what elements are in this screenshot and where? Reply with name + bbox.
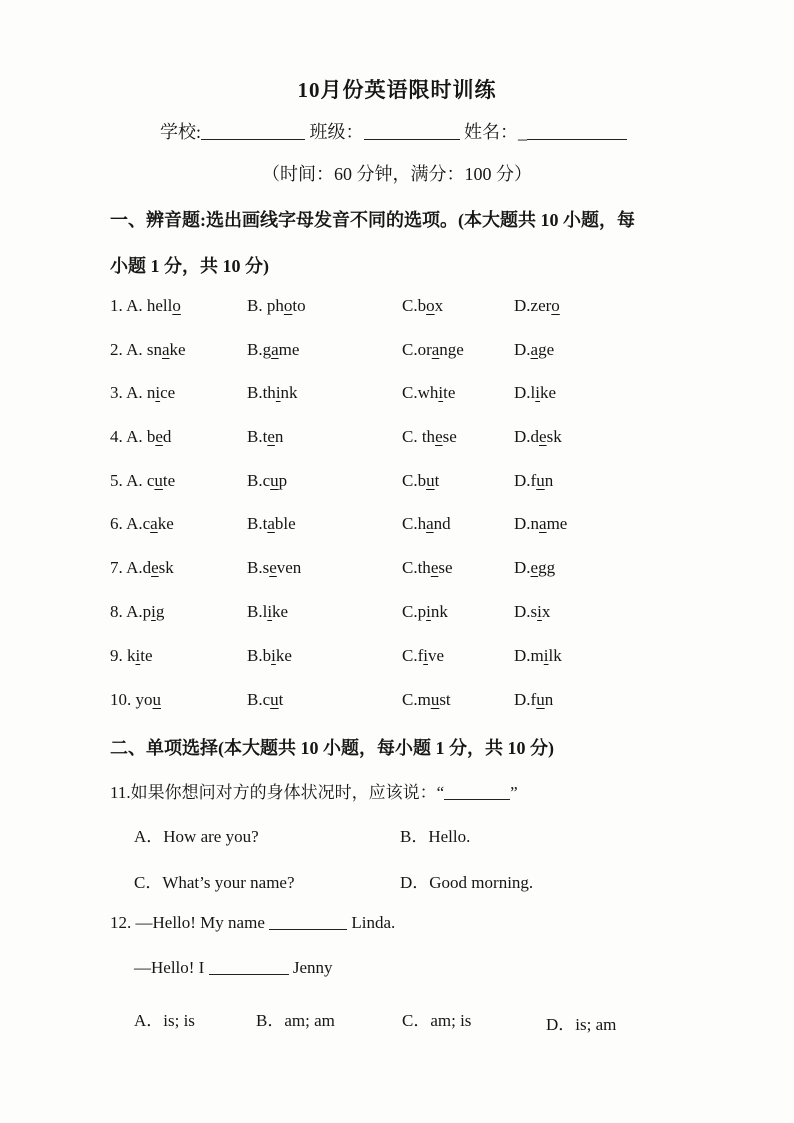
q2-option-c[interactable] bbox=[402, 340, 464, 360]
question-11-option-b[interactable]: B．Hello. bbox=[400, 827, 471, 846]
q9-option-b-underlined-letter: i bbox=[271, 646, 276, 665]
student-info-line bbox=[160, 118, 627, 144]
question-11-option-d[interactable]: D．Good morning. bbox=[400, 873, 534, 892]
question-11-text: 11.如果你想问对方的身体状况时，应该说：“ bbox=[110, 783, 445, 802]
q6-option-c-suffix: nd bbox=[433, 514, 451, 533]
q5-option-b-suffix: p bbox=[278, 471, 288, 490]
q6-option-d-suffix: me bbox=[546, 514, 568, 533]
q2-option-b-suffix: me bbox=[278, 340, 300, 359]
q7-number: 7. bbox=[110, 558, 127, 577]
q7-option-b[interactable] bbox=[247, 558, 301, 578]
q6-option-d-underlined-letter: a bbox=[539, 514, 547, 533]
q6-option-a-underlined-letter: a bbox=[150, 514, 158, 533]
q3-option-a-underlined-letter: i bbox=[155, 383, 161, 402]
question-12-option-b[interactable]: B．am; am bbox=[256, 1011, 335, 1030]
q7-option-c-underlined-letter: e bbox=[430, 558, 439, 577]
q2-option-a-suffix: ke bbox=[169, 340, 186, 359]
q5-option-b-underlined-letter: u bbox=[270, 471, 279, 490]
q6-option-d[interactable] bbox=[514, 514, 567, 534]
question-11-option-c[interactable]: C．What’s your name? bbox=[134, 873, 295, 892]
q5-option-d-suffix: n bbox=[544, 471, 554, 490]
q9-option-d-underlined-letter: i bbox=[543, 646, 549, 665]
q5-option-c-suffix: t bbox=[434, 471, 440, 490]
q7-option-c[interactable] bbox=[402, 558, 453, 578]
q10-option-b-underlined-letter: u bbox=[270, 690, 279, 709]
q5-option-b-prefix: B.c bbox=[247, 471, 271, 490]
q9-option-a-underlined-letter: i bbox=[135, 646, 141, 665]
q4-option-b[interactable] bbox=[247, 427, 283, 447]
q7-option-b-underlined-letter: e bbox=[269, 558, 277, 577]
name-prefix: _ bbox=[518, 122, 528, 142]
question-11-option-a[interactable]: A．How are you? bbox=[134, 827, 259, 846]
q3-option-a[interactable] bbox=[110, 383, 175, 403]
q5-option-b[interactable] bbox=[247, 471, 287, 491]
q4-option-d-suffix: sk bbox=[546, 427, 562, 446]
time-note: （时间：60 分钟，满分：100 分） bbox=[262, 164, 532, 184]
q7-option-d[interactable] bbox=[514, 558, 555, 578]
q4-option-c-prefix: C. th bbox=[402, 427, 436, 446]
q5-option-d-underlined-letter: u bbox=[536, 471, 545, 490]
q3-option-b-underlined-letter: i bbox=[275, 383, 281, 402]
q10-option-a-prefix: yo bbox=[135, 690, 153, 709]
q3-option-a-suffix: ce bbox=[160, 383, 176, 402]
q3-option-b-suffix: nk bbox=[280, 383, 298, 402]
q7-option-a[interactable] bbox=[110, 558, 174, 578]
q6-option-c-underlined-letter: a bbox=[426, 514, 434, 533]
q10-option-a-underlined-letter: u bbox=[152, 690, 161, 709]
q8-option-c-prefix: C.p bbox=[402, 602, 427, 621]
question-12-line1-end: Linda. bbox=[347, 913, 396, 932]
q2-option-b[interactable] bbox=[247, 340, 299, 360]
q7-option-b-prefix: B.s bbox=[247, 558, 270, 577]
q4-option-a[interactable] bbox=[110, 427, 171, 447]
q5-option-c-prefix: C.b bbox=[402, 471, 427, 490]
q7-option-a-prefix: A.d bbox=[126, 558, 152, 577]
q10-option-c[interactable] bbox=[402, 690, 451, 710]
q10-option-c-underlined-letter: u bbox=[430, 690, 440, 709]
q8-option-d-prefix: D.s bbox=[514, 602, 538, 621]
q10-option-d-underlined-letter: u bbox=[536, 690, 545, 709]
q10-option-d[interactable] bbox=[514, 690, 553, 710]
q8-option-d-underlined-letter: i bbox=[537, 602, 542, 621]
q1-option-a-prefix: A. hell bbox=[126, 296, 173, 315]
q5-option-c[interactable] bbox=[402, 471, 439, 491]
q1-option-b-prefix: B. ph bbox=[247, 296, 284, 315]
q5-option-a-suffix: te bbox=[162, 471, 176, 490]
q3-option-d-suffix: ke bbox=[539, 383, 557, 402]
question-12-blank-1[interactable] bbox=[269, 913, 347, 930]
question-12-line2-end: Jenny bbox=[288, 958, 333, 977]
question-12-option-a[interactable]: A．is; is bbox=[134, 1011, 195, 1030]
q2-option-b-prefix: B.g bbox=[247, 340, 272, 359]
q6-number: 6. bbox=[110, 514, 127, 533]
q3-option-c-underlined-letter: i bbox=[438, 383, 444, 402]
q7-option-a-suffix: sk bbox=[158, 558, 174, 577]
q6-option-d-prefix: D.n bbox=[514, 514, 540, 533]
q2-number: 2. bbox=[110, 340, 127, 359]
q1-option-a[interactable] bbox=[110, 296, 181, 316]
q3-option-c-suffix: te bbox=[443, 383, 456, 402]
q7-option-d-suffix: gg bbox=[538, 558, 556, 577]
q1-option-b-suffix: to bbox=[292, 296, 306, 315]
q9-option-b[interactable] bbox=[247, 646, 292, 666]
q1-option-a-underlined-letter: o bbox=[172, 296, 181, 315]
q2-option-a-underlined-letter: a bbox=[161, 340, 170, 359]
q9-option-c-suffix: ve bbox=[427, 646, 445, 665]
q4-option-b-prefix: B.t bbox=[247, 427, 268, 446]
q4-option-a-suffix: d bbox=[162, 427, 172, 446]
q2-option-d-suffix: ge bbox=[538, 340, 555, 359]
q7-option-d-underlined-letter: e bbox=[530, 558, 539, 577]
q2-option-d-prefix: D. bbox=[514, 340, 531, 359]
q3-number: 3. bbox=[110, 383, 127, 402]
q10-option-d-prefix: D.f bbox=[514, 690, 537, 709]
q5-option-a[interactable] bbox=[110, 471, 175, 491]
q8-option-a-prefix: A.p bbox=[126, 602, 152, 621]
q1-option-b-underlined-letter: o bbox=[283, 296, 293, 315]
q3-option-c[interactable] bbox=[402, 383, 455, 403]
q10-option-d-suffix: n bbox=[544, 690, 554, 709]
class-label: 班级： bbox=[309, 122, 364, 142]
q4-option-d-underlined-letter: e bbox=[539, 427, 547, 446]
q9-option-d[interactable] bbox=[514, 646, 562, 666]
q8-option-c[interactable] bbox=[402, 602, 448, 622]
question-12-blank-2[interactable] bbox=[209, 958, 289, 975]
question-12-option-c[interactable]: C．am; is bbox=[402, 1011, 472, 1030]
q8-option-b-suffix: ke bbox=[272, 602, 289, 621]
q1-option-c-prefix: C.b bbox=[402, 296, 427, 315]
section2-heading: 二、单项选择(本大题共 10 小题，每小题 1 分，共 10 分) bbox=[110, 738, 554, 758]
q1-option-c[interactable] bbox=[402, 296, 443, 316]
q9-option-c[interactable] bbox=[402, 646, 444, 666]
q2-option-d[interactable] bbox=[514, 340, 554, 360]
q9-option-a[interactable] bbox=[110, 646, 153, 666]
q10-option-c-prefix: C.m bbox=[402, 690, 431, 709]
q7-option-d-prefix: D. bbox=[514, 558, 531, 577]
question-12-line1 bbox=[110, 913, 395, 933]
q9-option-a-prefix: k bbox=[127, 646, 136, 665]
question-12-option-d[interactable]: D．is; am bbox=[546, 1015, 617, 1034]
q8-option-a[interactable] bbox=[110, 602, 164, 622]
q8-option-d[interactable] bbox=[514, 602, 550, 622]
q4-option-a-underlined-letter: e bbox=[155, 427, 163, 446]
q8-option-c-underlined-letter: i bbox=[426, 602, 431, 621]
q3-option-c-prefix: C.wh bbox=[402, 383, 439, 402]
q5-option-d[interactable] bbox=[514, 471, 553, 491]
q3-option-b-prefix: B.th bbox=[247, 383, 276, 402]
q8-option-b[interactable] bbox=[247, 602, 288, 622]
q8-option-c-suffix: nk bbox=[430, 602, 448, 621]
q9-option-c-underlined-letter: i bbox=[423, 646, 428, 665]
q4-option-d-prefix: D.d bbox=[514, 427, 540, 446]
q1-option-d[interactable] bbox=[514, 296, 560, 316]
school-label: 学校: bbox=[160, 122, 202, 142]
question-12-line2-text: —Hello! I bbox=[134, 958, 209, 977]
q2-option-c-underlined-letter: a bbox=[431, 340, 440, 359]
q3-option-d-prefix: D.l bbox=[514, 383, 536, 402]
q4-option-c[interactable] bbox=[402, 427, 457, 447]
q10-option-b-prefix: B.c bbox=[247, 690, 271, 709]
q9-number: 9. bbox=[110, 646, 127, 665]
q5-number: 5. bbox=[110, 471, 127, 490]
q4-option-b-underlined-letter: e bbox=[267, 427, 275, 446]
q8-option-a-suffix: g bbox=[155, 602, 165, 621]
q7-option-c-suffix: se bbox=[438, 558, 453, 577]
q3-option-b[interactable] bbox=[247, 383, 298, 403]
page-title: 10月份英语限时训练 bbox=[297, 78, 497, 102]
q1-option-d-prefix: D.zer bbox=[514, 296, 552, 315]
q1-option-c-underlined-letter: o bbox=[426, 296, 435, 315]
q9-option-d-suffix: lk bbox=[548, 646, 562, 665]
name-label: 姓名： bbox=[464, 122, 519, 142]
question-11-close-quote: ” bbox=[510, 783, 518, 802]
q9-option-d-prefix: D.m bbox=[514, 646, 544, 665]
section1-heading-line2: 小题 1 分，共 10 分) bbox=[110, 256, 269, 276]
q5-option-a-prefix: A. c bbox=[126, 471, 155, 490]
q6-option-a-prefix: A.c bbox=[126, 514, 151, 533]
q9-option-b-suffix: ke bbox=[275, 646, 292, 665]
q6-option-b-underlined-letter: a bbox=[267, 514, 275, 533]
q6-option-b-prefix: B.t bbox=[247, 514, 268, 533]
q6-option-c-prefix: C.h bbox=[402, 514, 427, 533]
school-blank[interactable] bbox=[201, 121, 305, 140]
q8-option-b-underlined-letter: i bbox=[267, 602, 273, 621]
q2-option-d-underlined-letter: a bbox=[530, 340, 539, 359]
q8-option-d-suffix: x bbox=[541, 602, 551, 621]
q5-option-d-prefix: D.f bbox=[514, 471, 537, 490]
q2-option-c-prefix: C.or bbox=[402, 340, 432, 359]
q7-option-a-underlined-letter: e bbox=[151, 558, 159, 577]
question-12-line1-text: 12. —Hello! My name bbox=[110, 913, 270, 932]
q8-option-b-prefix: B.l bbox=[247, 602, 268, 621]
q4-option-c-underlined-letter: e bbox=[435, 427, 443, 446]
q3-option-d-underlined-letter: i bbox=[535, 383, 540, 402]
q10-option-c-suffix: st bbox=[439, 690, 451, 709]
q10-option-b-suffix: t bbox=[278, 690, 284, 709]
q2-option-b-underlined-letter: a bbox=[271, 340, 279, 359]
question-11-blank[interactable] bbox=[444, 783, 510, 800]
q10-option-a[interactable] bbox=[110, 690, 161, 710]
q4-option-d[interactable] bbox=[514, 427, 562, 447]
q6-option-a[interactable] bbox=[110, 514, 174, 534]
q8-option-a-underlined-letter: i bbox=[151, 602, 156, 621]
q6-option-b-suffix: ble bbox=[274, 514, 296, 533]
class-blank[interactable] bbox=[364, 121, 460, 140]
question-12-line2 bbox=[134, 958, 333, 978]
name-blank[interactable] bbox=[527, 121, 627, 140]
question-11-stem bbox=[110, 778, 518, 803]
q9-option-b-prefix: B.b bbox=[247, 646, 272, 665]
q2-option-c-suffix: nge bbox=[439, 340, 464, 359]
q2-option-a[interactable] bbox=[110, 340, 186, 360]
q9-option-a-suffix: te bbox=[140, 646, 153, 665]
q8-number: 8. bbox=[110, 602, 127, 621]
q5-option-a-underlined-letter: u bbox=[154, 471, 163, 490]
q6-option-b[interactable] bbox=[247, 514, 296, 534]
q1-option-c-suffix: x bbox=[434, 296, 444, 315]
q3-option-a-prefix: A. n bbox=[126, 383, 156, 402]
q3-option-d[interactable] bbox=[514, 383, 556, 403]
q4-option-c-suffix: se bbox=[442, 427, 457, 446]
q10-number: 10. bbox=[110, 690, 136, 709]
section1-heading-line1: 一、辨音题:选出画线字母发音不同的选项。(本大题共 10 小题，每 bbox=[110, 210, 635, 230]
q4-option-a-prefix: A. b bbox=[126, 427, 156, 446]
q6-option-a-suffix: ke bbox=[157, 514, 174, 533]
q1-option-b[interactable] bbox=[247, 296, 306, 316]
q4-option-b-suffix: n bbox=[274, 427, 284, 446]
q6-option-c[interactable] bbox=[402, 514, 451, 534]
q1-option-d-underlined-letter: o bbox=[551, 296, 560, 315]
q2-option-a-prefix: A. sn bbox=[126, 340, 162, 359]
q1-number: 1. bbox=[110, 296, 127, 315]
q7-option-b-suffix: ven bbox=[276, 558, 302, 577]
q9-option-c-prefix: C.f bbox=[402, 646, 424, 665]
q5-option-c-underlined-letter: u bbox=[426, 471, 435, 490]
q4-number: 4. bbox=[110, 427, 127, 446]
q7-option-c-prefix: C.th bbox=[402, 558, 431, 577]
q10-option-b[interactable] bbox=[247, 690, 283, 710]
